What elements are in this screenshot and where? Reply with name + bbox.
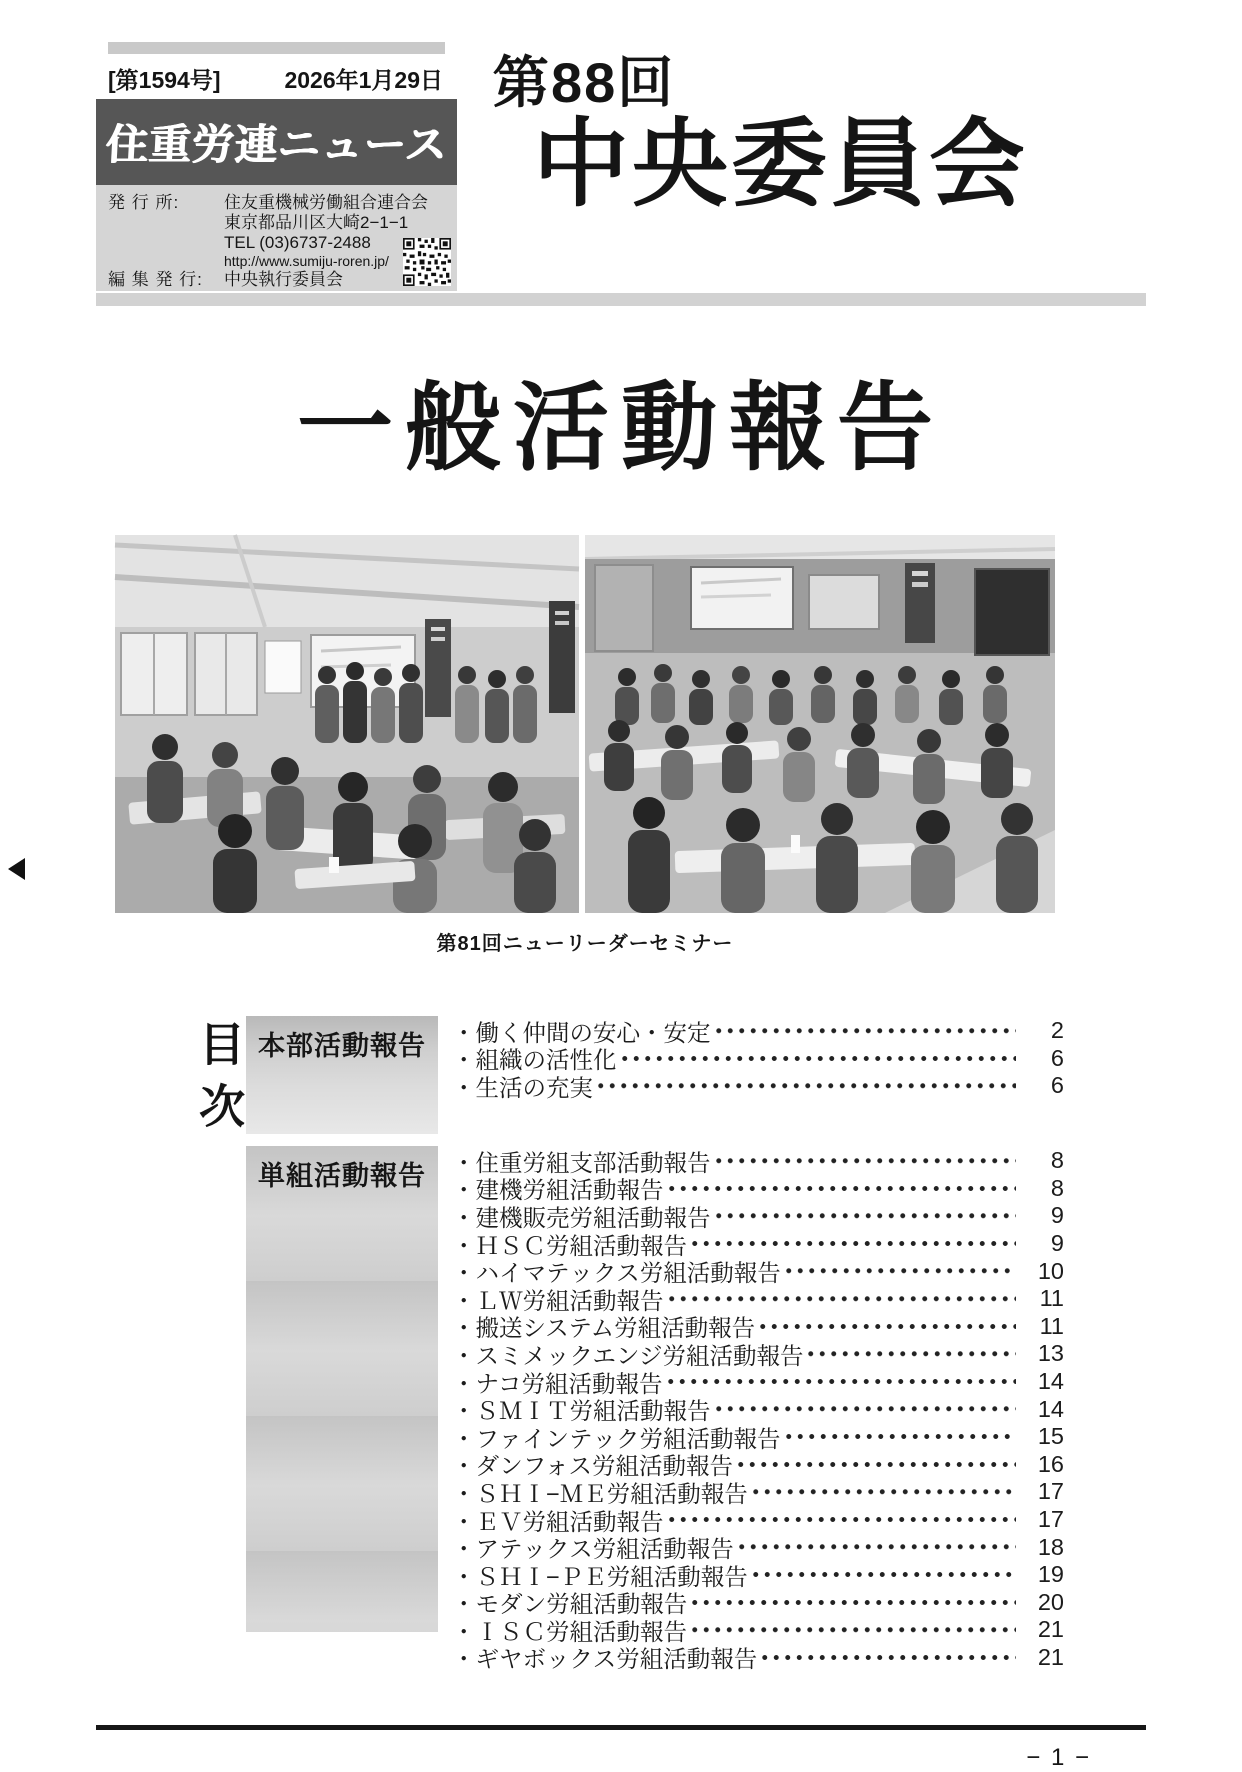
toc-item-page: 6 (1050, 1072, 1064, 1099)
toc-item (452, 1644, 1064, 1672)
publisher-block (96, 185, 457, 291)
dot-leader (666, 1508, 1017, 1532)
spacer (108, 233, 224, 253)
toc-item-text: ・ ＳＭＩＴ労組活動報告 (452, 1392, 711, 1426)
toc-item-text: ・ ファインテック労組活動報告 (452, 1420, 781, 1454)
toc-item-page: 21 (1037, 1643, 1064, 1670)
dot-leader (750, 1563, 1016, 1587)
toc-item-text: ・ 建機労組活動報告 (452, 1171, 664, 1205)
toc-item-page: 10 (1037, 1257, 1064, 1284)
photo-strip (115, 535, 1055, 913)
dot-leader (665, 1370, 1016, 1394)
dot-leader (713, 1397, 1017, 1421)
meeting-title: 中央委員会 (533, 110, 1028, 218)
toc-item-text: ・ ＳＨＩ−ＰＥ労組活動報告 (452, 1558, 748, 1592)
toc-body (246, 1016, 1064, 1671)
dot-leader (689, 1232, 1016, 1256)
toc-item-page: 18 (1037, 1533, 1064, 1560)
toc-items (452, 1016, 1064, 1134)
meeting-title-block (457, 42, 1028, 216)
dot-leader (713, 1204, 1017, 1228)
dot-leader (689, 1591, 1016, 1615)
toc-item-text: ・ ナコ労組活動報告 (452, 1365, 663, 1399)
dot-leader (595, 1074, 1016, 1098)
spacer (108, 253, 224, 270)
toc-item-page: 11 (1039, 1312, 1064, 1339)
publisher-label: 発 行 所: (108, 193, 180, 212)
toc-item-page: 20 (1037, 1588, 1064, 1615)
page-number: − 1 − (1026, 1744, 1091, 1772)
toc-section-honbu (246, 1016, 1064, 1134)
dot-leader (619, 1047, 1017, 1071)
toc-item-page: 9 (1050, 1202, 1064, 1229)
toc-item (452, 1072, 1064, 1100)
header-divider-bar (96, 293, 1146, 306)
publisher-tel: TEL (03)6737-2488 (224, 233, 371, 253)
toc-item-text: ・ 建機販売労組活動報告 (452, 1199, 711, 1233)
toc-item-text: ・ ＥＶ労組活動報告 (452, 1503, 664, 1537)
toc-item-text: ・ 生活の充実 (452, 1069, 593, 1103)
dot-leader (750, 1480, 1016, 1504)
toc-item-page: 8 (1050, 1147, 1064, 1174)
toc-item-page: 17 (1037, 1478, 1064, 1505)
toc-item-page: 16 (1037, 1450, 1064, 1477)
dot-leader (757, 1315, 1016, 1339)
toc-item-text: ・ ＨＳＣ労組活動報告 (452, 1227, 687, 1261)
dot-leader (736, 1535, 1016, 1559)
toc-item-page: 14 (1037, 1368, 1064, 1395)
publisher-name: 住友重機械労働組合連合会 (224, 193, 428, 212)
toc-item-page: 14 (1037, 1395, 1064, 1422)
dot-leader (666, 1177, 1017, 1201)
issue-row (96, 57, 457, 99)
table-of-contents (96, 1016, 1146, 1671)
toc-section-label: 本部活動報告 (246, 1016, 438, 1134)
masthead-top-strip (108, 42, 445, 54)
dot-leader (713, 1019, 1017, 1043)
issue-date: 2026年1月29日 (284, 66, 443, 93)
editor-label: 編 集 発 行: (108, 269, 203, 289)
footer (96, 1725, 1146, 1772)
toc-item-page: 2 (1050, 1017, 1064, 1044)
toc-section-label: 単組活動報告 (246, 1146, 438, 1632)
header (96, 42, 1146, 291)
masthead (96, 42, 457, 291)
toc-item-text: ・ 組織の活性化 (452, 1041, 617, 1075)
toc-item-page: 17 (1037, 1506, 1064, 1533)
toc-item-page: 15 (1037, 1423, 1064, 1450)
editor-name: 中央執行委員会 (224, 269, 343, 289)
toc-item-text: ・ ギヤボックス労組活動報告 (452, 1640, 757, 1674)
dot-leader (759, 1646, 1016, 1670)
toc-item-page: 19 (1037, 1561, 1064, 1588)
toc-item-text: ・ 住重労組支部活動報告 (452, 1144, 711, 1178)
toc-item-page: 6 (1050, 1044, 1064, 1071)
toc-section-tanso (246, 1146, 1064, 1671)
toc-item-page: 21 (1037, 1616, 1064, 1643)
toc-items (452, 1146, 1064, 1671)
photo-caption: 第81回ニューリーダーセミナー (436, 933, 734, 955)
seminar-photo-right (585, 535, 1055, 913)
spacer (108, 213, 224, 233)
toc-item-page: 8 (1050, 1174, 1064, 1201)
seminar-photo-left (115, 535, 579, 913)
left-margin-arrow-icon (8, 858, 25, 880)
toc-item-page: 13 (1037, 1340, 1064, 1367)
page-title: 一般活動報告 (297, 375, 945, 482)
publisher-address: 東京都品川区大崎2−1−1 (224, 213, 409, 233)
issue-number: [第1594号] (108, 66, 221, 93)
publisher-info (108, 193, 449, 290)
publisher-url: http://www.sumiju-roren.jp/ (224, 253, 389, 270)
toc-item-text: ・ ダンフォス労組活動報告 (452, 1447, 733, 1481)
toc-item-text: ・ ハイマテックス労組活動報告 (452, 1254, 781, 1288)
qr-code-icon (403, 238, 451, 286)
toc-item-text: ・ ＬＷ労組活動報告 (452, 1282, 664, 1316)
toc-item-text: ・ 働く仲間の安心・安定 (452, 1014, 711, 1048)
dot-leader (783, 1259, 1016, 1283)
newsletter-logo-text: 住重労連ニュース (104, 121, 449, 168)
dot-leader (805, 1342, 1016, 1366)
toc-item-page: 9 (1050, 1230, 1064, 1257)
toc-item-text: ・ ＳＨＩ−ＭＥ労組活動報告 (452, 1475, 748, 1509)
footer-rule (96, 1725, 1146, 1730)
dot-leader (735, 1453, 1016, 1477)
toc-heading: 目次 (193, 1020, 245, 1144)
meeting-number: 第88回 (493, 51, 676, 114)
dot-leader (713, 1149, 1017, 1173)
toc-item-text: ・ スミメックエンジ労組活動報告 (452, 1337, 803, 1371)
toc-item-page: 11 (1039, 1285, 1064, 1312)
toc-item-text: ・ 搬送システム労組活動報告 (452, 1309, 755, 1343)
dot-leader (666, 1287, 1017, 1311)
toc-item-text: ・ モダン労組活動報告 (452, 1585, 687, 1619)
dot-leader (689, 1618, 1016, 1642)
newsletter-logo (96, 99, 457, 185)
dot-leader (783, 1425, 1016, 1449)
toc-item-text: ・ ＩＳＣ労組活動報告 (452, 1613, 687, 1647)
toc-item-text: ・ アテックス労組活動報告 (452, 1530, 734, 1564)
